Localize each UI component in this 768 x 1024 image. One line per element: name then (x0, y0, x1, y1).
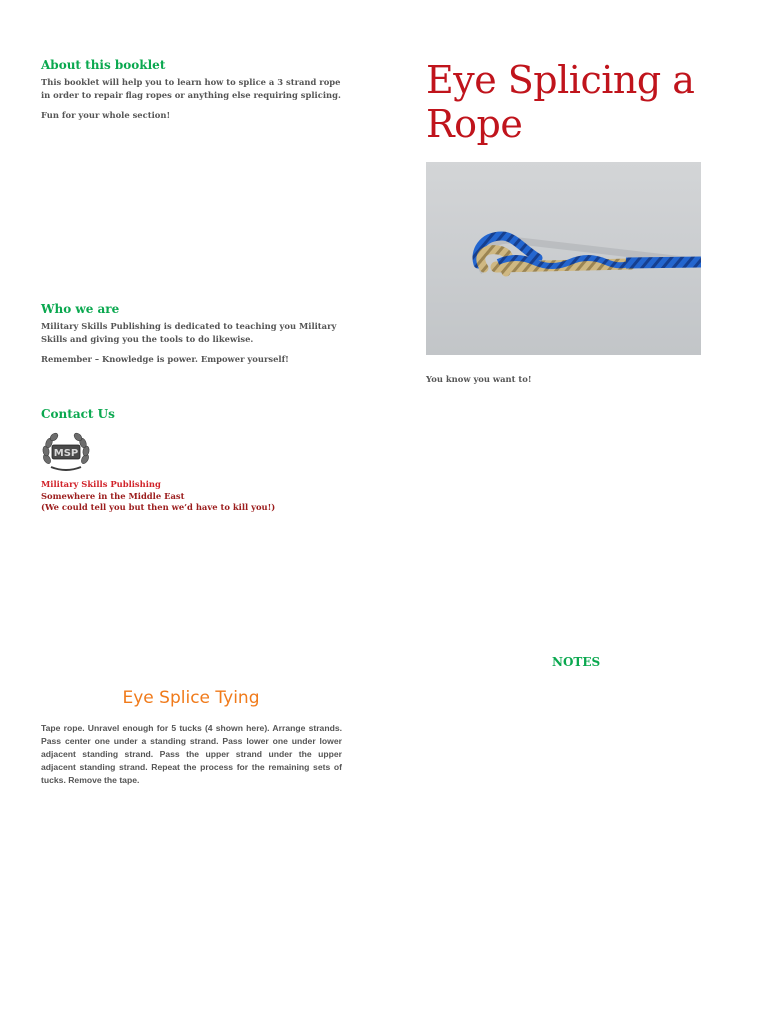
eye-splice-photo (426, 162, 701, 355)
about-section (41, 58, 341, 129)
contact-details (41, 479, 341, 514)
booklet-title: Eye Splicing a Rope (426, 58, 695, 146)
splice-instructions: Tape rope. Unravel enough for 5 tucks (4 shown here). Arrange strands. Pass center one under a standing strand. Pass lower one under lower adjacent standing strand. Pass the upper strand under the upper adjacent standing strand. Repeat the process for the remaining sets of tucks. Remove the tape. (41, 723, 342, 785)
contact-section (41, 407, 341, 514)
cover-tagline: You know you want to! (426, 374, 532, 384)
about-paragraph: This booklet will help you to learn how to splice a 3 strand rope in order to repair flag ropes or anything else requiring splicing. (41, 77, 341, 100)
right-column (426, 58, 716, 384)
who-section (41, 302, 341, 373)
who-heading: Who we are (41, 302, 120, 316)
splice-heading: Eye Splice Tying (122, 688, 260, 708)
contact-note: (We could tell you but then we’d have to kill you!) (41, 502, 276, 512)
who-paragraph: Military Skills Publishing is dedicated to teaching you Military Skills and giving you the tools to do likewise. (41, 321, 337, 344)
about-fun-line: Fun for your whole section! (41, 110, 171, 120)
contact-location: Somewhere in the Middle East (41, 490, 185, 501)
contact-heading: Contact Us (41, 407, 115, 421)
about-heading: About this booklet (41, 58, 166, 72)
notes-heading: NOTES (552, 655, 601, 669)
who-remember-line: Remember – Knowledge is power. Empower yourself! (41, 354, 289, 364)
contact-org: Military Skills Publishing (41, 479, 161, 489)
msp-logo-icon (41, 431, 91, 473)
logo-lettering: MSP (53, 448, 79, 459)
